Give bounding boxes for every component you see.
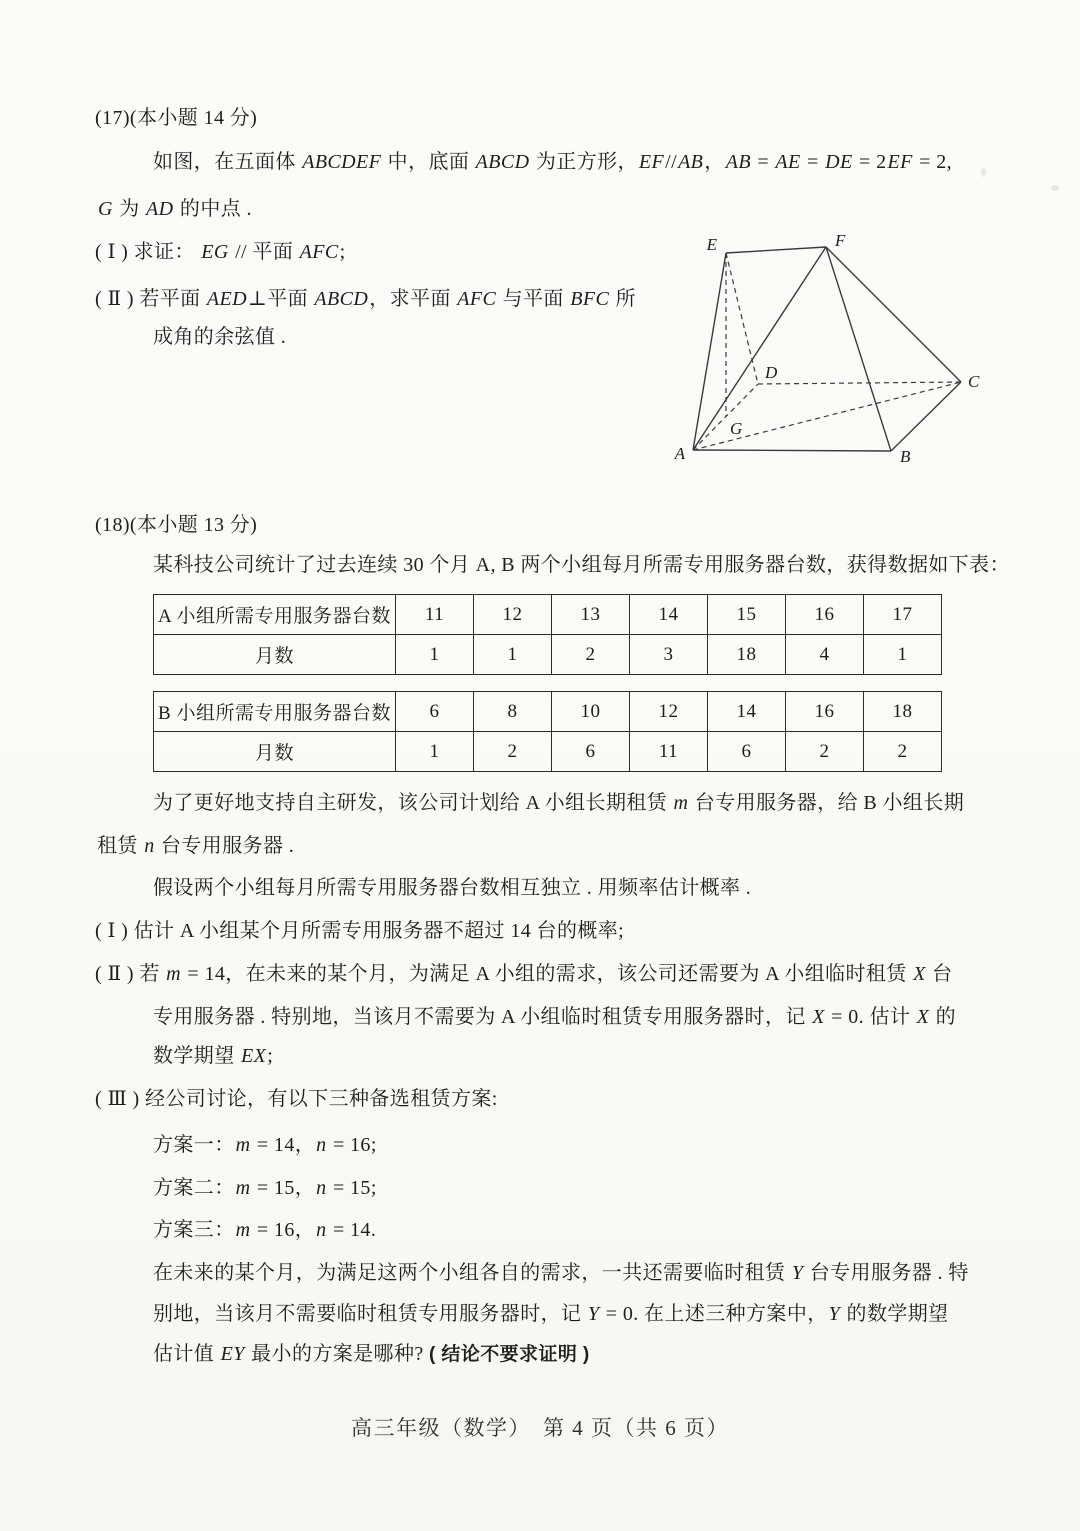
text-segment: = 15; [327,1177,377,1199]
table-group-b [153,691,942,772]
text-segment: = 14， [251,1134,316,1156]
value-cell: 6 [396,692,474,732]
text-segment: 方案三： [153,1219,235,1241]
text-segment: = 16; [327,1134,377,1156]
table-row [154,692,942,732]
page-footer: 高三年级（数学） 第 4 页（共 6 页） [351,1416,729,1440]
text-segment: ABCD [314,288,369,310]
text-segment: = [801,151,825,173]
row-label-cell: B 小组所需专用服务器台数 [154,692,396,732]
vertex-label-A: A [674,444,685,463]
value-cell: 1 [474,635,552,675]
text-segment: 为 [113,198,146,220]
text-segment: 为正方形， [530,151,638,173]
value-cell: 1 [396,635,474,675]
value-cell: 4 [786,635,864,675]
text-segment: 台 [926,963,953,985]
text-segment: ; [267,1045,274,1067]
value-cell: 12 [474,595,552,635]
text-segment: 台专用服务器 . 特 [804,1262,969,1284]
text-segment: 假设两个小组每月所需专用服务器台数相互独立 . 用频率估计概率 . [153,877,752,899]
text-segment: ABCD [475,151,530,173]
value-cell: 2 [552,635,630,675]
text-segment: 某科技公司统计了过去连续 30 个月 A, B 两个小组每月所需专用服务器台数，获得数据如下表： [153,554,1010,576]
value-cell: 11 [396,595,474,635]
value-cell: 6 [552,732,630,772]
vertex-label-G: G [730,419,743,438]
value-cell: 18 [864,692,942,732]
text-segment: ⊥平面 [248,288,314,310]
value-cell: 12 [630,692,708,732]
text-segment: EF [638,151,665,173]
value-cell: 17 [864,595,942,635]
value-cell: 15 [708,595,786,635]
text-segment: 方案一： [153,1134,235,1156]
text-segment: n [316,1177,327,1199]
text-segment: ( Ⅱ ) 若平面 [95,288,206,310]
text-segment: m [235,1219,251,1241]
p18-part2-line1 [95,962,953,986]
text-segment: // 平面 [229,241,299,263]
value-cell: 2 [864,732,942,772]
text-segment: n [316,1219,327,1241]
text-segment: 与平面 [497,288,570,310]
p18-para1-line2 [97,834,294,858]
row-label-cell: 月数 [154,732,396,772]
text-segment: AED [206,288,247,310]
table-group-a [153,594,942,675]
text-segment: EF [887,151,913,173]
text-segment: 的 [930,1006,957,1028]
p17-intro-line1 [153,150,952,174]
p18-part3 [95,1087,498,1111]
p18-tail-line2 [153,1302,949,1326]
value-cell: 2 [786,732,864,772]
text-segment: EY [220,1343,245,1365]
text-segment: 在未来的某个月，为满足这两个小组各自的需求，一共还需要临时租赁 [153,1262,791,1284]
vertex-label-C: C [968,372,980,391]
text-segment: 成角的余弦值 . [153,326,287,348]
edge-EF [726,247,826,253]
edge-AC-dashed [693,382,961,450]
text-segment: = 0. 估计 [825,1006,916,1028]
value-cell: 1 [864,635,942,675]
text-segment: n [144,835,155,857]
text-segment: ABCDEF [302,151,382,173]
value-cell: 2 [474,732,552,772]
text-segment: EX [241,1045,267,1067]
text-segment: 所 [610,288,637,310]
text-segment: EG [201,241,229,263]
text-segment: 中，底面 [382,151,475,173]
text-segment: 的数学期望 [841,1303,949,1325]
text-segment: X [916,1006,930,1028]
text-segment: AB [725,151,751,173]
table-row [154,732,942,772]
text-segment: 如图，在五面体 [153,151,302,173]
text-segment: 专用服务器 . 特别地，当该月不需要为 A 小组临时租赁专用服务器时，记 [153,1006,812,1028]
text-segment: = [751,151,775,173]
text-segment: X [913,963,926,985]
p18-part2-line3 [153,1044,273,1068]
text-segment: DE [825,151,853,173]
p18-plan3 [153,1218,376,1242]
text-segment: 的中点 . [174,198,252,220]
text-segment: ( Ⅰ ) 估计 A 小组某个月所需专用服务器不超过 14 台的概率; [95,920,625,942]
text-segment: AB [678,151,704,173]
text-segment: G [98,198,113,220]
text-segment: AD [146,198,174,220]
p18-tail-line3 [153,1342,590,1367]
text-segment: AFC [299,241,339,263]
value-cell: 14 [630,595,708,635]
text-segment: Y [587,1303,600,1325]
edge-ED-dashed [726,253,758,384]
value-cell: 16 [786,595,864,635]
text-segment: m [673,792,689,814]
text-segment: 估计值 [153,1343,220,1365]
text-segment: 别地，当该月不需要临时租赁专用服务器时，记 [153,1303,587,1325]
text-segment: = 2, [913,151,953,173]
text-segment: 最小的方案是哪种? [245,1343,430,1365]
text-segment: Y [791,1262,804,1284]
text-segment: BFC [570,288,610,310]
vertex-label-E: E [706,235,717,254]
edge-AB [693,450,891,451]
row-label-cell: 月数 [154,635,396,675]
table-row [154,595,942,635]
p17-intro-line2 [97,197,252,221]
value-cell: 1 [396,732,474,772]
text-segment: = 14，在未来的某个月，为满足 A 小组的需求，该公司还需要为 A 小组临时租赁 [181,963,913,985]
edge-BC [891,382,961,451]
text-segment: m [166,963,181,985]
text-segment: AFC [457,288,497,310]
p18-part2-line2 [153,1005,956,1029]
text-segment: m [235,1134,251,1156]
value-cell: 10 [552,692,630,732]
text-segment: ( Ⅲ ) 经公司讨论，有以下三种备选租赁方案: [95,1088,498,1110]
row-label-cell: A 小组所需专用服务器台数 [154,595,396,635]
text-segment: = 2 [853,151,887,173]
p17-part2-line1 [95,287,636,311]
p18-plan1 [153,1133,377,1157]
p18-title: (18)(本小题 13 分) [95,514,258,536]
text-segment: m [235,1177,251,1199]
p17-part2-line2 [153,325,286,349]
vertex-label-F: F [835,231,846,250]
text-segment: Y [828,1303,841,1325]
text-segment: // [665,151,678,173]
value-cell: 18 [708,635,786,675]
scan-artifact [981,168,986,177]
text-segment: ，求平面 [369,288,457,310]
value-cell: 13 [552,595,630,635]
text-segment: 台专用服务器 . [155,835,295,857]
text-segment: 方案二： [153,1177,235,1199]
text-segment: 为了更好地支持自主研发，该公司计划给 A 小组长期租赁 [153,792,673,814]
value-cell: 16 [786,692,864,732]
p17-part1 [95,240,346,264]
text-segment: 租赁 [97,835,144,857]
edge-EA [693,253,726,450]
value-cell: 8 [474,692,552,732]
scan-artifact [1051,185,1059,191]
p18-intro [153,553,1010,577]
value-cell: 6 [708,732,786,772]
value-cell: 3 [630,635,708,675]
table-row [154,635,942,675]
value-cell: 11 [630,732,708,772]
p18-part1 [95,919,624,943]
text-segment: AE [775,151,801,173]
p17-title: (17)(本小题 14 分) [95,107,258,129]
text-segment: ( 结论不要求证明 ) [429,1344,590,1365]
p18-plan2 [153,1176,377,1200]
text-segment: 数学期望 [153,1045,240,1067]
edge-FC [826,247,961,382]
pentahedron-figure [663,228,993,478]
edge-DC-dashed [758,382,961,384]
text-segment: n [316,1134,327,1156]
text-segment: = 0. 在上述三种方案中， [600,1303,828,1325]
text-segment: = 15， [251,1177,316,1199]
text-segment: ( Ⅱ ) 若 [95,963,166,985]
vertex-label-D: D [765,363,778,382]
text-segment: ; [339,241,346,263]
edge-AF [693,247,826,450]
p18-para2 [153,876,751,900]
text-segment: ， [704,151,725,173]
text-segment: ( Ⅰ ) 求证： [95,241,201,263]
text-segment: = 16， [251,1219,316,1241]
value-cell: 14 [708,692,786,732]
text-segment: = 14. [327,1219,377,1241]
p18-para1-line1 [153,791,964,815]
vertex-label-B: B [900,447,911,466]
text-segment: X [812,1006,825,1028]
text-segment: 台专用服务器，给 B 小组长期 [689,792,965,814]
p18-tail-line1 [153,1261,969,1285]
edge-FB [826,247,891,451]
